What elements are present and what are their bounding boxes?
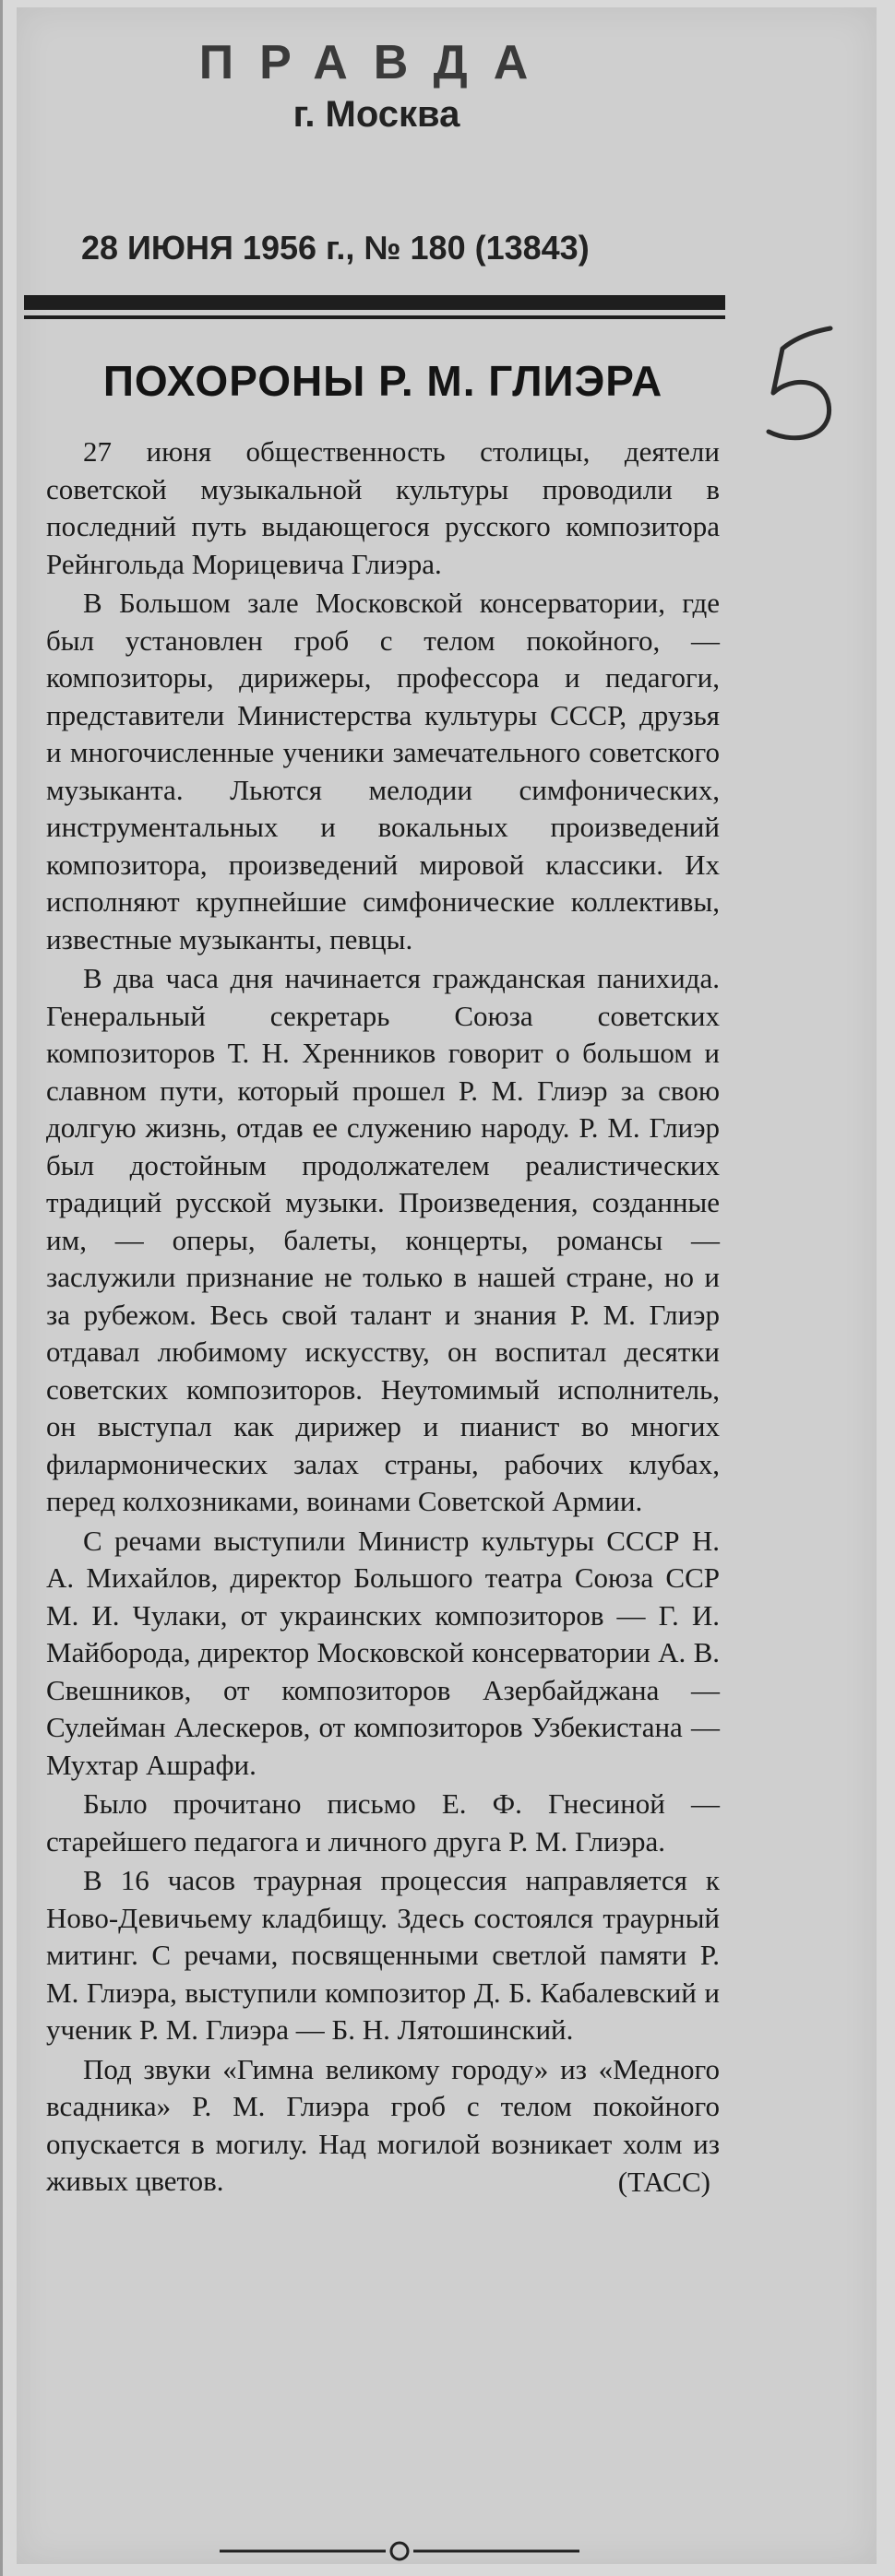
article bbox=[46, 356, 720, 2201]
newspaper-name: ПРАВДА bbox=[198, 36, 555, 89]
masthead-rule-thin bbox=[24, 315, 725, 319]
article-paragraph: В 16 часов траурная процессия направляется к Ново-Девичьему кладбищу. Здесь состоялся траурный митинг. С речами, посвященными светлой памяти Р. М. Глиэра, выступили композитор Д. Б. Кабалевский и ученик Р. М. Глиэра — Б. Н. Лятошинский. bbox=[46, 1864, 720, 2046]
scan-edge bbox=[0, 0, 3, 2576]
article-paragraph: С речами выступили Министр культуры СССР Н. А. Михайлов, директор Большого театра Союза ССР М. И. Чулаки, от украинских композиторов — Г. И. Майборода, директор Московской консерватории А. В. Свешников, от композиторов Азербайджана — Сулейман Алескеров, от композиторов Узбекистана — Мухтар Ашрафи. bbox=[46, 1524, 720, 1781]
separator-ornament bbox=[44, 2540, 727, 2562]
article-paragraph: Под звуки «Гимна великому городу» из «Медного всадника» Р. М. Глиэра гроб с телом покойного опускается в могилу. Над могилой возникает холм из живых цветов. bbox=[46, 2052, 720, 2197]
issue-date-number: 28 ИЮНЯ 1956 г., № 180 (13843) bbox=[81, 229, 590, 267]
article-paragraph: Было прочитано письмо Е. Ф. Гнесиной — старейшего педагога и личного друга Р. М. Глиэра. bbox=[46, 1787, 720, 1858]
article-headline: ПОХОРОНЫ Р. М. ГЛИЭРА bbox=[102, 357, 663, 405]
article-source: (ТАСС) bbox=[617, 2165, 710, 2198]
article-paragraph: В два часа дня начинается гражданская панихида. Генеральный секретарь Союза советских композиторов Т. Н. Хренников говорит о большом и славном пути, который прошел Р. М. Глиэр за свою долгую жизнь, отдав ее служению народу. Р. М. Глиэр был достойным продолжателем реалистических традиций русской музыки. Произведения, созданные им, — оперы, балеты, концерты, романсы — заслужили признание не только в нашей стране, но и за рубежом. Весь свой талант и знания Р. М. Глиэр отдавал любимому искусству, он воспитал десятки советских композиторов. Неутомимый исполнитель, он выступал как дирижер и пианист во многих филармонических залах страны, рабочих клубах, перед колхозниками, воинами Советской Армии. bbox=[46, 962, 720, 1517]
article-paragraph: В Большом зале Московской консерватории, где был установлен гроб с телом покойного, — композиторы, дирижеры, профессора и педагоги, представители Министерства культуры СССР, друзья и многочисленные ученики замечательного советского музыканта. Льются мелодии симфонических, инструментальных и вокальных произведений композитора, произведений мировой классики. Их исполняют крупнейшие симфонические коллективы, известные музыканты, певцы. bbox=[46, 587, 720, 956]
newspaper-clipping bbox=[17, 7, 877, 2564]
city-line: г. Москва bbox=[292, 94, 460, 135]
masthead-rule-thick bbox=[24, 295, 725, 310]
handwritten-number-mark bbox=[746, 312, 847, 450]
article-paragraph: 27 июня общественность столицы, деятели советской музыкальной культуры проводили в последний путь выдающегося русского композитора Рейнгольда Морицевича Глиэра. bbox=[46, 435, 720, 580]
masthead bbox=[17, 35, 736, 136]
